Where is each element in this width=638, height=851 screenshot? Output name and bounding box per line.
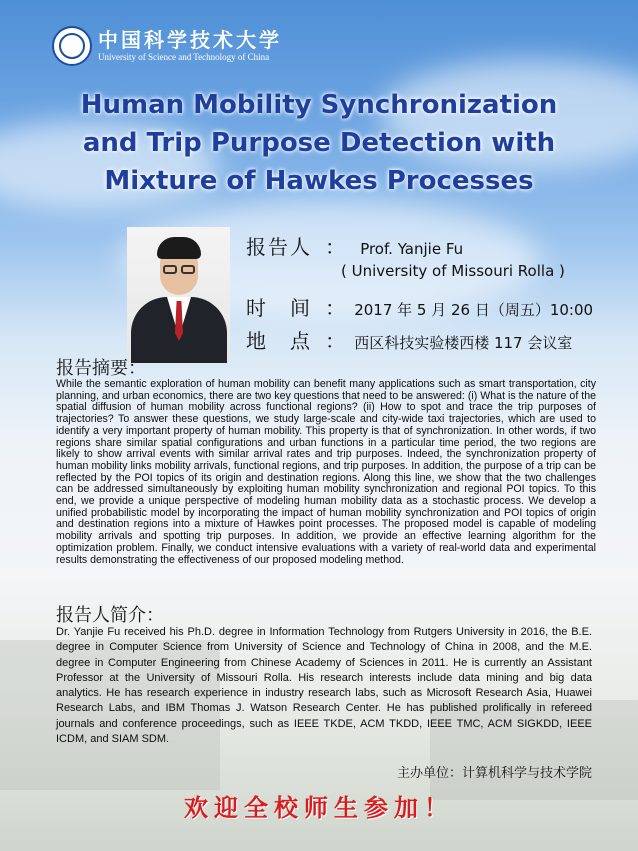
talk-title-line: Mixture of Hawkes Processes [104,166,534,196]
welcome-banner: 欢迎全校师生参加！ [184,793,454,822]
university-name [98,29,282,63]
bio-heading: 报告人简介： [56,605,164,626]
abstract-heading: 报告摘要： [56,358,146,379]
place-label: 地 点 [246,329,312,353]
speaker-colon: ： [325,235,346,259]
university-seal-icon [52,26,92,66]
talk-title-line: and Trip Purpose Detection with [82,128,556,158]
place-colon: ： [325,329,346,353]
speaker-name: Prof. Yanjie Fu [360,240,464,258]
talk-title [0,86,638,200]
time-row [246,292,593,321]
place-value: 西区科技实验楼西楼 117 会议室 [354,334,573,352]
time-value: 2017 年 5 月 26 日（周五）10:00 [354,301,594,319]
university-header [52,26,282,66]
university-name-cn: 中国科学技术大学 [98,28,282,52]
speaker-affiliation: ( University of Missouri Rolla ) [341,262,565,280]
abstract-text: While the semantic exploration of human mobility can benefit many applications such as smart transportation, city planning, and urban economics, there are two key questions that need to be answered: (i) What is the nature of the spatial diffusion of human mobility across functional regions? (ii) How to spot and trace the trip purposes of trajectories? To answer these questions, we study large-scale and city-wide taxi trajectories, which are used to identify a very important property of human mobility. This property is that of synchronization. In other words, if two regions share similar spatial configurations and urban functions in a particular time period, the two regions are likely to show arrival events with similar arrival rates and trip purposes. Indeed, the synchronization property of human mobility links mobility arrivals, functional regions, and trip purposes. In addition, the purpose of a trip can be reflected by the POI topics of its origin and destination regions. Along this line, we show that the two challenges can be addressed simultaneously by exploiting human mobility synchronization and regional POI topics. To this end, we provide a unique perspective of modeling human mobility data as a stochastic process. We develop a unified probabilistic model by incorporating the impact of human mobility synchronization and POI topics of origin and destination regions into a mixture of Hawkes point processes. The proposed model is capable of modeling mobility arrivals and spotting trip purposes. In addition, we provide an effective learning algorithm for the optimization problem. Finally, we conduct intensive evaluations with a variety of real-world data and experimental results demonstrating the effectiveness of our proposed modeling method. [56,378,596,566]
organizer: 主办单位：计算机科学与技术学院 [396,766,592,781]
speaker-row [246,231,463,260]
place-row [246,325,572,354]
university-name-en: University of Science and Technology of China [98,52,270,62]
speaker-label: 报告人 [246,235,312,259]
time-colon: ： [325,296,346,320]
bio-text: Dr. Yanjie Fu received his Ph.D. degree in Information Technology from Rutgers University in 2016, the B.E. degree in Computer Science from University of Science and Technology of China in 2008, and the M.E. degree in Computer Engineering from Chinese Academy of Sciences in 2011. He is currently an Assistant Professor at the University of Missouri Rolla. His research interests include data mining and big data analytics. He has research experience in industry research labs, such as Microsoft Research Asia, Huawei Research Labs, and IBM Thomas J. Watson Research Center. He has published prolifically in refereed journals and conference proceedings, such as IEEE TKDE, ACM TKDD, IEEE TMC, ACM SIGKDD, IEEE ICDM, and SIAM SDM. [56,626,592,746]
speaker-photo [127,227,230,363]
talk-title-line: Human Mobility Synchronization [80,90,558,120]
time-label: 时 间 [246,296,312,320]
